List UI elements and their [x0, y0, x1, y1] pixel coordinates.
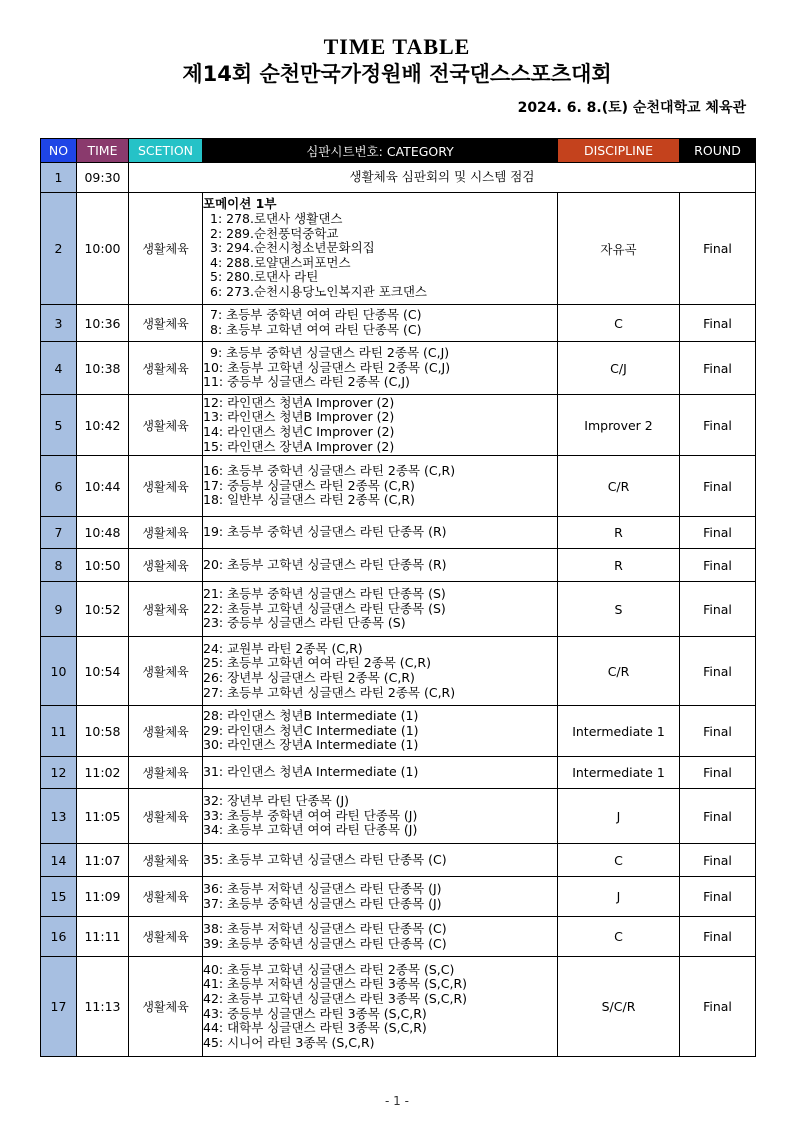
row-section: 생활체육: [129, 957, 203, 1057]
category-line: 34: 초등부 고학년 여여 라틴 단종목 (J): [203, 822, 418, 838]
row-time: 10:42: [77, 395, 129, 456]
row-category: [203, 517, 558, 549]
table-row: [41, 395, 756, 456]
date-venue: 2024. 6. 8.(토) 순천대학교 체육관: [517, 100, 746, 116]
category-line: 11: 중등부 싱글댄스 라틴 2종목 (C,J): [203, 374, 410, 390]
row-round: Final: [680, 877, 756, 917]
category-line: 32: 장년부 라틴 단종목 (J): [203, 793, 350, 809]
row-round: Final: [680, 757, 756, 789]
row-time: 10:44: [77, 456, 129, 517]
category-line: 24: 교원부 라틴 2종목 (C,R): [203, 640, 363, 656]
row-round: Final: [680, 582, 756, 637]
row-discipline: S/C/R: [558, 957, 680, 1057]
row-discipline: C: [558, 305, 680, 342]
row-section: 생활체육: [129, 757, 203, 789]
table-row: [41, 582, 756, 637]
category-line: 14: 라인댄스 청년C Improver (2): [203, 424, 395, 439]
category-line: 45: 시니어 라틴 3종목 (S,C,R): [203, 1034, 375, 1050]
category-line: 31: 라인댄스 청년A Intermediate (1): [203, 764, 419, 780]
row-category: [203, 957, 558, 1057]
category-line: 8: 초등부 고학년 여여 라틴 단종목 (C): [210, 322, 422, 337]
row-round: Final: [680, 549, 756, 582]
category-line: 27: 초등부 고학년 싱글댄스 라틴 2종목 (C,R): [203, 684, 456, 700]
row-time: 10:00: [77, 193, 129, 305]
category-line: 18: 일반부 싱글댄스 라틴 2종목 (C,R): [203, 492, 415, 508]
category-line: 15: 라인댄스 장년A Improver (2): [203, 438, 395, 454]
event-title: 제14회 순천만국가정원배 전국댄스스포츠대회: [182, 62, 612, 86]
row-time: 10:58: [77, 706, 129, 757]
row-number: 1: [41, 163, 77, 193]
category-line: 26: 장년부 싱글댄스 라틴 2종목 (C,R): [203, 670, 415, 685]
row-section: 생활체육: [129, 549, 203, 582]
row-section: 생활체육: [129, 844, 203, 877]
row-category: [203, 342, 558, 395]
category-line: 생활체육 심판회의 및 시스템 점검: [349, 169, 535, 185]
category-line: 25: 초등부 고학년 여여 라틴 2종목 (C,R): [203, 655, 431, 671]
row-number: 4: [41, 342, 77, 395]
row-category: [203, 789, 558, 844]
col-header-section: SCETION: [129, 139, 203, 163]
category-line: 17: 중등부 싱글댄스 라틴 2종목 (C,R): [203, 477, 415, 493]
col-header-round: ROUND: [680, 139, 756, 163]
row-round: Final: [680, 342, 756, 395]
category-heading: 포메이션 1부: [203, 196, 277, 212]
row-discipline: C: [558, 917, 680, 957]
row-category: [129, 163, 756, 193]
col-header-no: NO: [41, 139, 77, 163]
category-line: 10: 초등부 고학년 싱글댄스 라틴 2종목 (C,J): [203, 359, 451, 375]
row-time: 10:36: [77, 305, 129, 342]
row-number: 6: [41, 456, 77, 517]
category-line: 21: 초등부 중학년 싱글댄스 라틴 단종목 (S): [203, 586, 446, 602]
row-discipline: J: [558, 877, 680, 917]
row-category: [203, 844, 558, 877]
row-number: 17: [41, 957, 77, 1057]
category-line: 44: 대학부 싱글댄스 라틴 3종목 (S,C,R): [203, 1020, 427, 1036]
col-header-category: 심판시트번호: CATEGORY: [203, 139, 558, 163]
category-line: 9: 초등부 중학년 싱글댄스 라틴 2종목 (C,J): [210, 345, 450, 361]
row-discipline: R: [558, 517, 680, 549]
row-category: [203, 395, 558, 456]
category-line: 4: 288.로얄댄스퍼포먼스: [210, 254, 351, 270]
row-number: 10: [41, 637, 77, 706]
row-number: 3: [41, 305, 77, 342]
category-line: 1: 278.로댄사 생활댄스: [210, 211, 343, 227]
category-line: 33: 초등부 중학년 여여 라틴 단종목 (J): [203, 807, 418, 823]
page-number: - 1 -: [385, 1094, 409, 1108]
category-line: 30: 라인댄스 장년A Intermediate (1): [203, 737, 419, 753]
table-row: [41, 877, 756, 917]
row-round: Final: [680, 456, 756, 517]
row-section: 생활체육: [129, 917, 203, 957]
row-time: 10:38: [77, 342, 129, 395]
row-number: 5: [41, 395, 77, 456]
category-line: 3: 294.순천시청소년문화의집: [210, 240, 375, 256]
table-row: [41, 637, 756, 706]
category-line: 13: 라인댄스 청년B Improver (2): [203, 409, 395, 425]
row-category: [203, 706, 558, 757]
row-time: 10:50: [77, 549, 129, 582]
table-row: [41, 917, 756, 957]
row-round: Final: [680, 517, 756, 549]
row-time: 11:02: [77, 757, 129, 789]
table-row: [41, 844, 756, 877]
table-row: [41, 517, 756, 549]
table-row: [41, 757, 756, 789]
category-line: 42: 초등부 고학년 싱글댄스 라틴 3종목 (S,C,R): [203, 990, 468, 1006]
row-time: 11:05: [77, 789, 129, 844]
row-category: [203, 305, 558, 342]
col-header-discipline: DISCIPLINE: [558, 139, 680, 163]
doc-title: TIME TABLE: [323, 34, 471, 59]
table-row: [41, 193, 756, 305]
row-number: 12: [41, 757, 77, 789]
row-time: 11:13: [77, 957, 129, 1057]
row-discipline: Intermediate 1: [558, 706, 680, 757]
row-round: Final: [680, 395, 756, 456]
row-time: 09:30: [77, 163, 129, 193]
category-line: 7: 초등부 중학년 여여 라틴 단종목 (C): [210, 307, 422, 323]
table-row: [41, 305, 756, 342]
category-line: 37: 초등부 중학년 싱글댄스 라틴 단종목 (J): [203, 895, 442, 911]
category-line: 35: 초등부 고학년 싱글댄스 라틴 단종목 (C): [203, 851, 447, 867]
row-time: 11:09: [77, 877, 129, 917]
row-section: 생활체육: [129, 395, 203, 456]
category-line: 19: 초등부 중학년 싱글댄스 라틴 단종목 (R): [203, 524, 447, 540]
row-number: 2: [41, 193, 77, 305]
row-round: Final: [680, 706, 756, 757]
category-line: 16: 초등부 중학년 싱글댄스 라틴 2종목 (C,R): [203, 463, 456, 479]
category-line: 36: 초등부 저학년 싱글댄스 라틴 단종목 (J): [203, 880, 442, 896]
row-discipline: J: [558, 789, 680, 844]
category-line: 5: 280.로댄사 라틴: [210, 269, 319, 285]
category-line: 41: 초등부 저학년 싱글댄스 라틴 3종목 (S,C,R): [203, 976, 468, 992]
row-category: [203, 193, 558, 305]
row-number: 9: [41, 582, 77, 637]
category-line: 6: 273.순천시용당노인복지관 포크댄스: [210, 283, 427, 299]
category-line: 29: 라인댄스 청년C Intermediate (1): [203, 722, 419, 738]
row-time: 11:07: [77, 844, 129, 877]
row-category: [203, 877, 558, 917]
table-row: [41, 163, 756, 193]
row-round: Final: [680, 844, 756, 877]
row-round: Final: [680, 637, 756, 706]
category-line: 20: 초등부 고학년 싱글댄스 라틴 단종목 (R): [203, 556, 447, 572]
row-round: Final: [680, 957, 756, 1057]
row-number: 7: [41, 517, 77, 549]
category-line: 22: 초등부 고학년 싱글댄스 라틴 단종목 (S): [203, 600, 446, 616]
timetable-body: [41, 163, 756, 1057]
row-section: 생활체육: [129, 582, 203, 637]
table-row: [41, 789, 756, 844]
row-round: Final: [680, 789, 756, 844]
table-row: [41, 342, 756, 395]
row-time: 10:52: [77, 582, 129, 637]
row-section: 생활체육: [129, 342, 203, 395]
table-row: [41, 706, 756, 757]
category-line: 2: 289.순천풍덕중학교: [210, 225, 339, 241]
row-number: 16: [41, 917, 77, 957]
row-round: Final: [680, 305, 756, 342]
row-section: 생활체육: [129, 517, 203, 549]
row-section: 생활체육: [129, 706, 203, 757]
category-line: 12: 라인댄스 청년A Improver (2): [203, 394, 395, 410]
row-discipline: S: [558, 582, 680, 637]
row-round: Final: [680, 917, 756, 957]
row-category: [203, 582, 558, 637]
row-time: 11:11: [77, 917, 129, 957]
row-number: 15: [41, 877, 77, 917]
row-section: 생활체육: [129, 193, 203, 305]
row-round: Final: [680, 193, 756, 305]
category-line: 23: 중등부 싱글댄스 라틴 단종목 (S): [203, 615, 406, 631]
row-discipline: C/R: [558, 637, 680, 706]
row-section: 생활체육: [129, 637, 203, 706]
row-time: 10:54: [77, 637, 129, 706]
category-line: 39: 초등부 중학년 싱글댄스 라틴 단종목 (C): [203, 935, 447, 951]
row-category: [203, 549, 558, 582]
table-row: [41, 456, 756, 517]
header-row: [41, 139, 756, 163]
row-number: 11: [41, 706, 77, 757]
row-discipline: Intermediate 1: [558, 757, 680, 789]
row-section: 생활체육: [129, 305, 203, 342]
row-number: 13: [41, 789, 77, 844]
row-category: [203, 456, 558, 517]
row-section: 생활체육: [129, 456, 203, 517]
category-line: 40: 초등부 고학년 싱글댄스 라틴 2종목 (S,C): [203, 961, 455, 977]
row-category: [203, 917, 558, 957]
row-number: 8: [41, 549, 77, 582]
category-line: 43: 중등부 싱글댄스 라틴 3종목 (S,C,R): [203, 1005, 427, 1021]
row-time: 10:48: [77, 517, 129, 549]
row-discipline: 자유곡: [558, 193, 680, 305]
category-line: 28: 라인댄스 청년B Intermediate (1): [203, 708, 419, 724]
table-row: [41, 957, 756, 1057]
row-section: 생활체육: [129, 877, 203, 917]
timetable: [40, 138, 756, 1057]
row-section: 생활체육: [129, 789, 203, 844]
row-category: [203, 757, 558, 789]
category-line: 38: 초등부 저학년 싱글댄스 라틴 단종목 (C): [203, 920, 447, 936]
row-discipline: C/J: [558, 342, 680, 395]
row-number: 14: [41, 844, 77, 877]
row-discipline: Improver 2: [558, 395, 680, 456]
row-discipline: C/R: [558, 456, 680, 517]
row-discipline: R: [558, 549, 680, 582]
col-header-time: TIME: [77, 139, 129, 163]
table-row: [41, 549, 756, 582]
row-discipline: C: [558, 844, 680, 877]
row-category: [203, 637, 558, 706]
